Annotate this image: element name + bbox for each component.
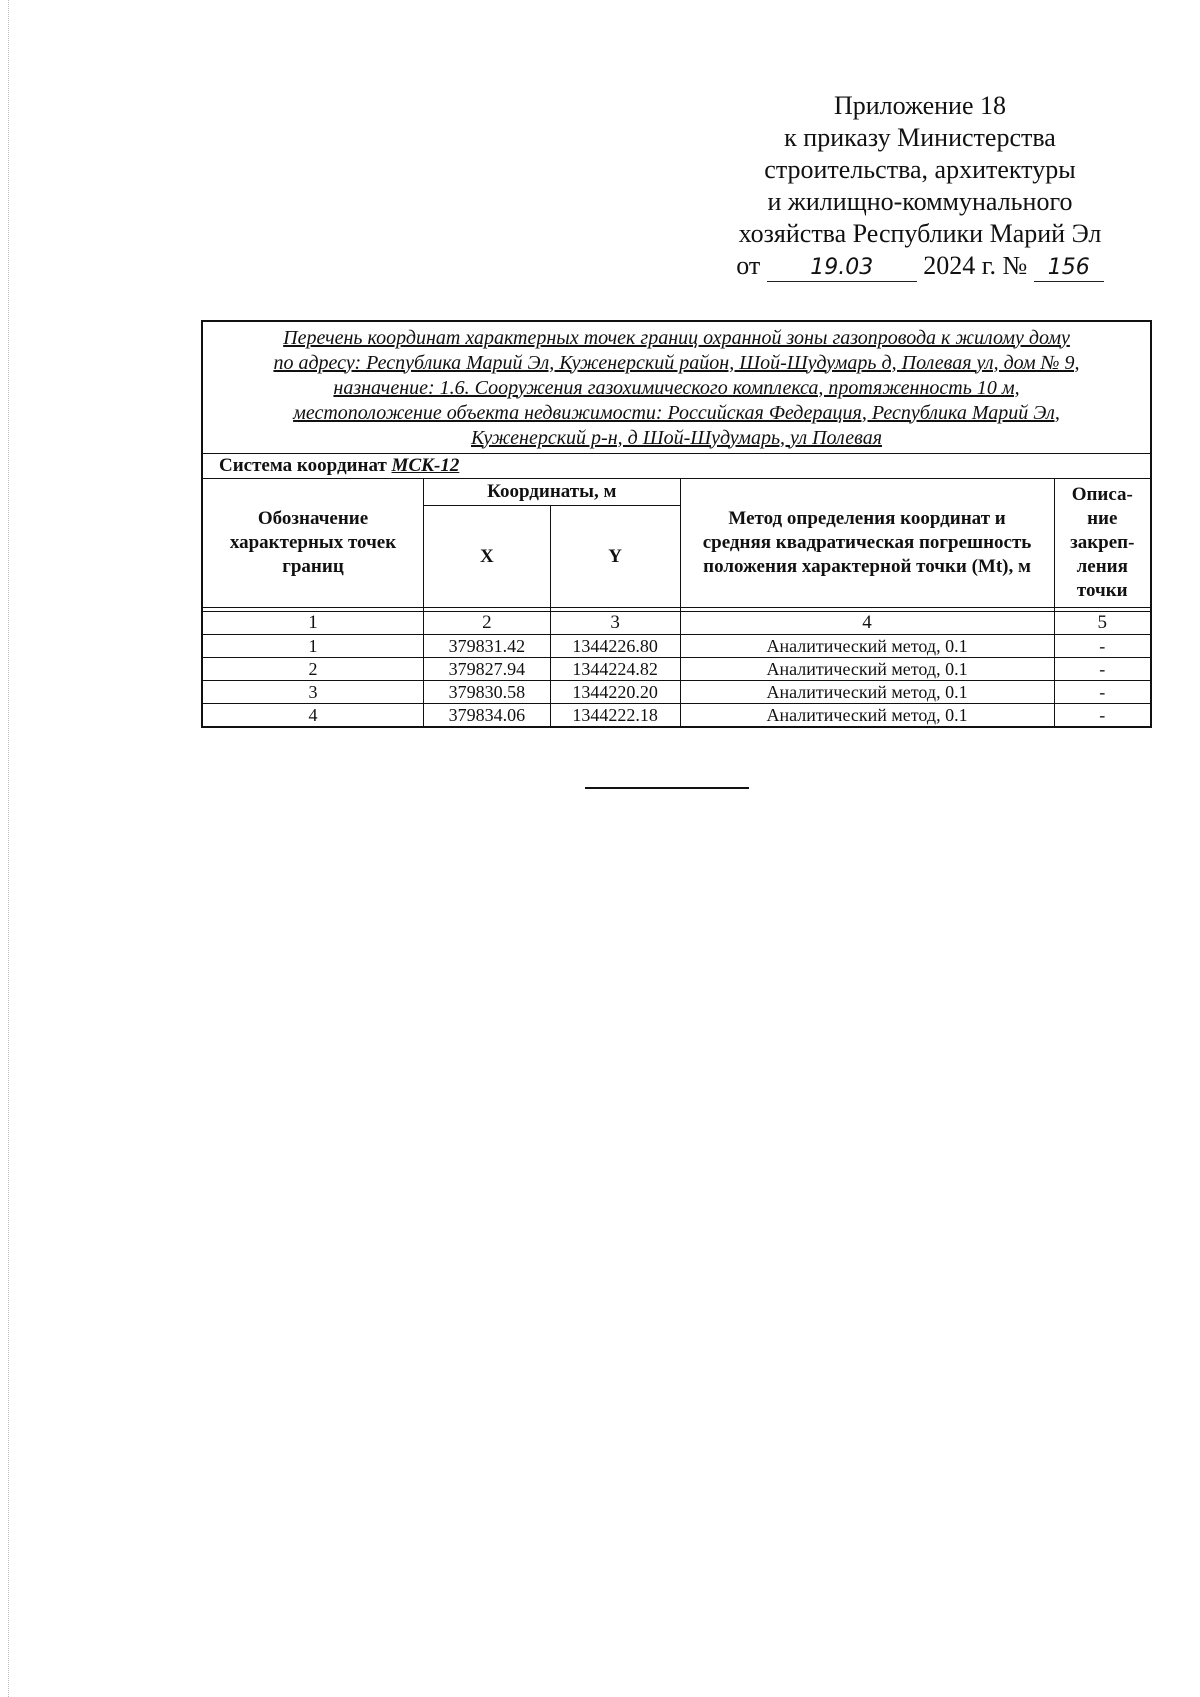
cell-x: 379834.06 — [424, 704, 551, 728]
column-number: 1 — [202, 612, 424, 635]
header-method: Метод определения координат и средняя квадратическая погрешность положения характерной точки (Mt), м — [680, 479, 1054, 608]
appendix-line-5: хозяйства Республики Марий Эл — [738, 219, 1102, 248]
table-title — [202, 321, 1151, 454]
handwritten-date: 19.03 — [767, 255, 917, 282]
table-title-line-4: местоположение объекта недвижимости: Российская Федерация, Республика Марий Эл, — [293, 401, 1060, 424]
cell-description: - — [1054, 681, 1151, 704]
table-title-row — [202, 321, 1151, 454]
cell-y: 1344224.82 — [550, 658, 680, 681]
cell-description: - — [1054, 704, 1151, 728]
cell-method: Аналитический метод, 0.1 — [680, 704, 1054, 728]
cell-description: - — [1054, 635, 1151, 658]
cell-x: 379827.94 — [424, 658, 551, 681]
cell-x: 379830.58 — [424, 681, 551, 704]
table-row — [202, 704, 1151, 728]
appendix-line-4: и жилищно-коммунального — [767, 187, 1073, 216]
table-title-line-3: назначение: 1.6. Сооружения газохимического комплекса, протяженность 10 м, — [333, 376, 1020, 399]
cell-y: 1344220.20 — [550, 681, 680, 704]
coordinate-system-label: Система координат — [219, 455, 387, 476]
coordinate-system-row — [202, 454, 1151, 479]
document-end-rule — [585, 787, 749, 789]
table-row — [202, 681, 1151, 704]
cell-description: - — [1054, 658, 1151, 681]
column-number-row — [202, 612, 1151, 635]
cell-point: 4 — [202, 704, 424, 728]
order-date-line — [700, 250, 1140, 282]
appendix-line-2: к приказу Министерства — [784, 123, 1056, 152]
header-fixing-description: Описа-ние закреп-ления точки — [1054, 479, 1151, 608]
cell-method: Аналитический метод, 0.1 — [680, 635, 1054, 658]
appendix-line-3: строительства, архитектуры — [764, 155, 1076, 184]
cell-point: 2 — [202, 658, 424, 681]
appendix-header — [700, 90, 1140, 282]
header-row-1 — [202, 479, 1151, 506]
column-number: 3 — [550, 612, 680, 635]
appendix-title: Приложение 18 — [833, 91, 1007, 120]
table-title-line-1: Перечень координат характерных точек границ охранной зоны газопровода к жилому дому — [283, 326, 1070, 349]
coordinate-system-cell — [202, 454, 1151, 479]
coordinates-table — [201, 320, 1152, 728]
header-point-designation: Обозначение характерных точек границ — [202, 479, 424, 608]
table-title-line-2: по адресу: Республика Марий Эл, Куженерский район, Шой-Шудумарь д, Полевая ул, дом № 9, — [273, 351, 1080, 374]
header-y: Y — [550, 506, 680, 608]
cell-method: Аналитический метод, 0.1 — [680, 658, 1054, 681]
cell-y: 1344222.18 — [550, 704, 680, 728]
year-number-label: 2024 г. № — [923, 251, 1028, 280]
table-title-line-5: Куженерский р-н, д Шой-Шудумарь, ул Полевая — [471, 426, 882, 449]
cell-method: Аналитический метод, 0.1 — [680, 681, 1054, 704]
cell-y: 1344226.80 — [550, 635, 680, 658]
table-row — [202, 658, 1151, 681]
column-number: 5 — [1054, 612, 1151, 635]
header-coordinates: Координаты, м — [424, 479, 681, 506]
cell-point: 3 — [202, 681, 424, 704]
table-row — [202, 635, 1151, 658]
cell-x: 379831.42 — [424, 635, 551, 658]
cell-point: 1 — [202, 635, 424, 658]
scan-edge-dots — [8, 0, 9, 1697]
column-number: 2 — [424, 612, 551, 635]
column-number: 4 — [680, 612, 1054, 635]
header-x: X — [424, 506, 551, 608]
coordinate-system-value: МСК-12 — [391, 455, 460, 476]
handwritten-order-number: 156 — [1034, 255, 1104, 282]
date-prefix: от — [736, 251, 761, 280]
